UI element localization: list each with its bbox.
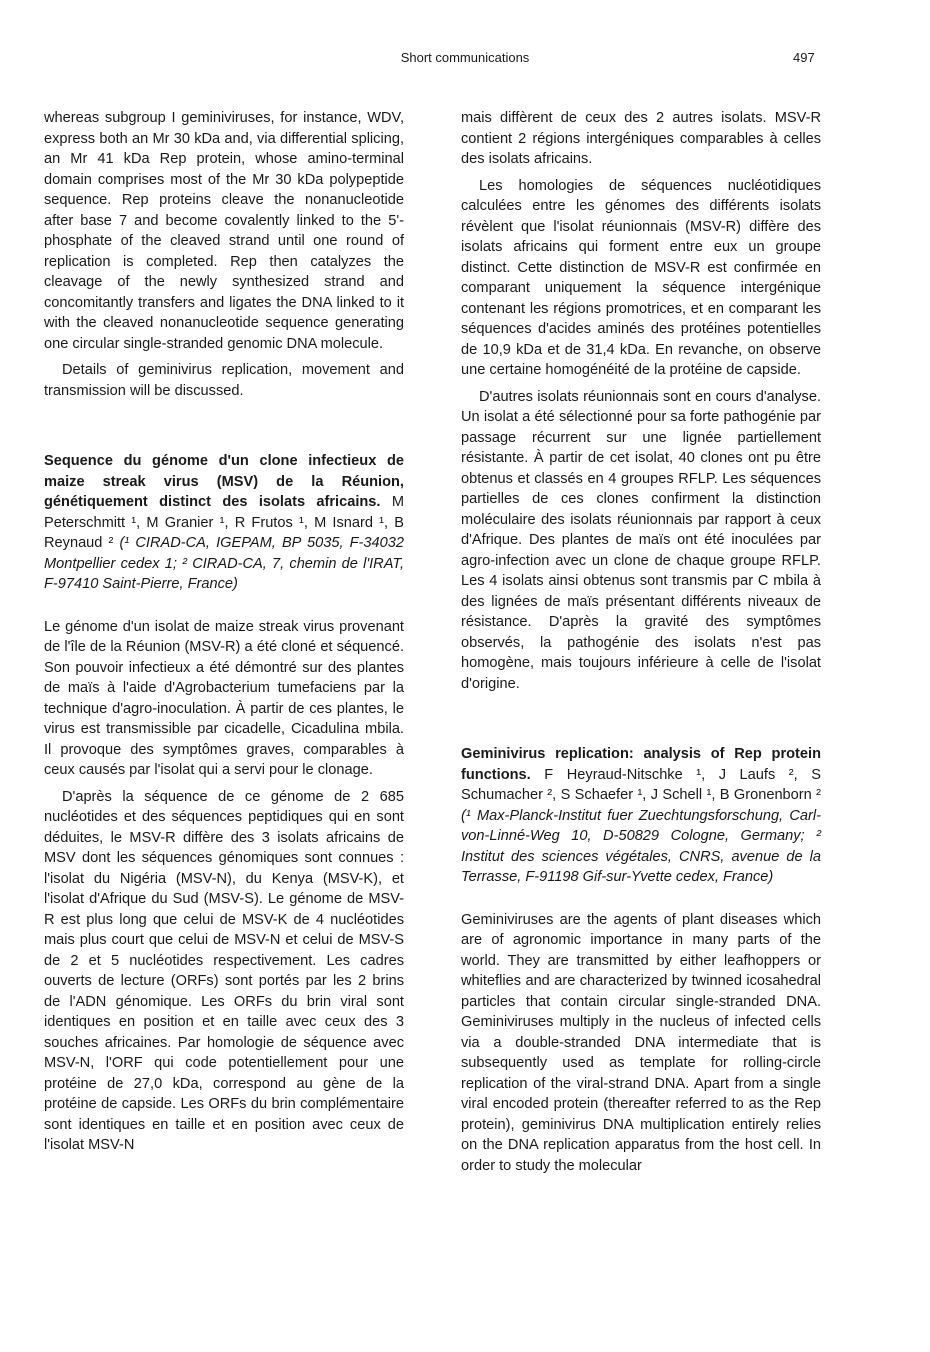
- paragraph: Geminiviruses are the agents of plant diseases which are of agronomic importance in many parts of the world. They are transmitted by either leafhoppers or whiteflies and are characterized by twinned icosahedral particles that contain circular single-stranded DNA. Geminiviruses multiply in the nucleus of infected cells via a double-stranded DNA intermediate that is subsequently used as template for rolling-circle replication of the viral-strand DNA. Apart from a single viral encoded protein (thereafter referred to as the Rep protein), geminivirus DNA multiplication entirely relies on the DNA replication apparatus from the host cell. In order to study the molecular: [461, 911, 821, 1174]
- abstract-affiliation: (¹ Max-Planck-Institut fuer Zuechtungsforschung, Carl-von-Linné-Weg 10, D-50829 Cologne, Germany; ² Institut des sciences végétales, CNRS, avenue de la Terrasse, F-91198 Gif-sur-Yvette cedex, France): [461, 807, 821, 885]
- abstract-title: Sequence du génome d'un clone infectieux de maize streak virus (MSV) de la Réunion, génétiquement distinct des isolats africains.: [44, 453, 404, 510]
- paragraph: D'autres isolats réunionnais sont en cours d'analyse. Un isolat a été sélectionné pour sa forte pathogénie par passage récurrent sur une lignée partiellement résistante. À partir de cet isolat, 40 clones ont pu être obtenus et classés en 4 groupes RFLP. Les séquences partielles de ces clones confirment la distinction moléculaire des isolats réunionnais par rapport à ceux d'Afrique. Des plantes de maïs ont été inoculées par agro-infection avec un clone de chaque groupe RFLP. Les 4 isolats ainsi obtenus sont transmis par C mbila à des lignées de maïs présentant différents niveaux de résistance. D'après la gravité des symptômes observés, la pathogénie des isolats n'est pas homogène, mais toujours inférieure à celle de l'isolat d'origine.: [461, 388, 821, 692]
- paragraph: whereas subgroup I geminiviruses, for instance, WDV, express both an Mr 30 kDa and, via differential splicing, an Mr 41 kDa Rep protein, whose amino-terminal domain comprises most of the Mr 30 kDa polypeptide sequence. Rep proteins cleave the nonanucleotide after base 7 and become covalently linked to the 5'-phosphate of the cleaved strand until one round of replication is completed. Rep then catalyzes the cleavage of the newly synthesized strand and concomitantly transfers and ligates the DNA linked to it with the cleaved nonanucleotide sequence generating one circular single-stranded genomic DNA molecule.: [44, 110, 404, 352]
- abstract-heading: [44, 451, 404, 595]
- right-column: [461, 108, 821, 1182]
- abstract-authors: M Peterschmitt ¹, M Granier ¹, R Frutos ¹, M Isnard ¹, B Reynaud ²: [44, 494, 404, 551]
- paragraph: Details of geminivirus replication, movement and transmission will be discussed.: [44, 362, 404, 399]
- left-column: [44, 108, 404, 1162]
- abstract-heading: [461, 744, 821, 888]
- abstract-affiliation: (¹ CIRAD-CA, IGEPAM, BP 5035, F-34032 Montpellier cedex 1; ² CIRAD-CA, 7, chemin de l'IRAT, F-97410 Saint-Pierre, France): [44, 535, 404, 592]
- running-title: Short communications: [400, 50, 530, 65]
- paragraph: Le génome d'un isolat de maize streak virus provenant de l'île de la Réunion (MSV-R) a été cloné et séquencé. Son pouvoir infectieux a été démontré sur des plantes de maïs à l'aide d'Agrobacterium tumefaciens par la technique d'agro-inoculation. À partir de ces plantes, le virus est transmissible par cicadelle, Cicadulina mbila. Il provoque des symptômes graves, comparables à ceux causés par l'isolat qui a servi pour le clonage.: [44, 618, 404, 778]
- paragraph: D'après la séquence de ce génome de 2 685 nucléotides et des séquences peptidiques qui en sont déduites, le MSV-R diffère des 3 isolats africains de MSV dont les séquences génomiques sont connues : l'isolat du Nigéria (MSV-N), du Kenya (MSV-K), et l'isolat d'Afrique du Sud (MSV-S). Le génome de MSV-R est plus long que celui de MSV-K de 4 nucléotides mais plus court que celui de MSV-N et celui de MSV-S de 2 et 5 nucléotides respectivement. Les cadres ouverts de lecture (ORFs) sont portés par les 2 brins de l'ADN génomique. Les ORFs du brin viral sont identiques en position et en taille avec ceux des 3 souches africaines. Par homologie de séquence avec MSV-N, l'ORF qui code potentiellement pour une protéine de 27,0 kDa, correspond au gène de la protéine de capside. Les ORFs du brin complémentaire sont identiques en taille et en position avec ceux de l'isolat MSV-N: [44, 788, 404, 1153]
- abstract-authors: F Heyraud-Nitschke ¹, J Laufs ², S Schumacher ², S Schaefer ¹, J Schell ¹, B Gronenborn ²: [461, 766, 821, 803]
- paragraph: mais diffèrent de ceux des 2 autres isolats. MSV-R contient 2 régions intergéniques comparables à celles des isolats africains.: [461, 110, 821, 167]
- paragraph: Les homologies de séquences nucléotidiques calculées entre les génomes des différents isolats révèlent que l'isolat réunionnais (MSV-R) diffère des isolats africains qui forment entre eux un groupe distinct. Cette distinction de MSV-R est confirmée en comparant uniquement la séquence intergénique contenant les régions promotrices, et en comparant les séquences d'acides aminés des protéines potentielles de 10,9 kDa et de 31,4 kDa. En revanche, on observe une certaine homogénéité de la protéine de capside.: [461, 177, 821, 378]
- abstract-title: Geminivirus replication: analysis of Rep protein functions.: [461, 746, 821, 783]
- page-number: 497: [793, 50, 815, 65]
